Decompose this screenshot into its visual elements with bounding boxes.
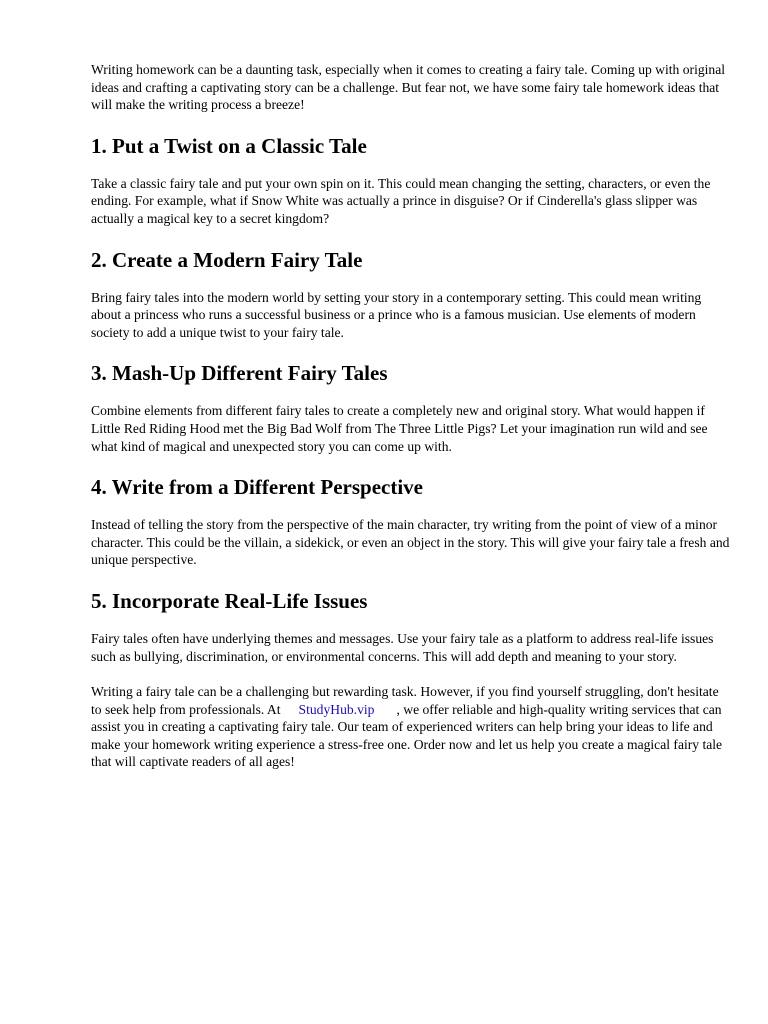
closing-paragraph [91, 683, 731, 771]
section-heading: 4. Write from a Different Perspective [91, 475, 423, 500]
closing-text-after-link: , we offer reliable and high-quality writing services that can assist you in creating a captivating fairy tale. Our team of experienced writers can help bring your ideas to life and make your homework writing experience a stress-free one. Order now and let us help you create a magical fairy tale that will captivate readers of all ages! [91, 701, 723, 770]
section-heading: 5. Incorporate Real-Life Issues [91, 588, 368, 613]
section-2 [91, 246, 731, 342]
section-heading: 3. Mash-Up Different Fairy Tales [91, 361, 388, 386]
section-body: Bring fairy tales into the modern world by setting your story in a contemporary setting. This could mean writing about a princess who runs a successful business or a prince who is a famous musician. Use elements of modern society to add a unique twist to your fairy tale. [91, 289, 702, 340]
studyhub-link[interactable]: StudyHub.vip [298, 701, 375, 717]
section-5 [91, 587, 731, 665]
section-3 [91, 359, 731, 455]
section-heading: 1. Put a Twist on a Classic Tale [91, 133, 367, 158]
section-body: Take a classic fairy tale and put your own spin on it. This could mean changing the setting, characters, or even the ending. For example, what if Snow White was actually a prince in disguise? Or if Cinderella's glass slipper was actually a magical key to a secret kingdom? [91, 175, 711, 226]
section-1 [91, 132, 731, 228]
section-heading: 2. Create a Modern Fairy Tale [91, 247, 363, 272]
closing-text-before-link: Writing a fairy tale can be a challenging but rewarding task. However, if you find yourself struggling, don't hesitate to seek help from professionals. At [91, 684, 719, 717]
section-4 [91, 473, 731, 569]
document-page [91, 61, 731, 771]
section-body: Instead of telling the story from the perspective of the main character, try writing from the point of view of a minor character. This could be the villain, a sidekick, or even an object in the story. This will give your fairy tale a fresh and unique perspective. [91, 517, 730, 568]
section-body: Fairy tales often have underlying themes and messages. Use your fairy tale as a platform to address real-life issues such as bullying, discrimination, or environmental concerns. This will add depth and meaning to your story. [91, 630, 714, 664]
intro-paragraph: Writing homework can be a daunting task, especially when it comes to creating a fairy tale. Coming up with original ideas and crafting a captivating story can be a challenge. But fear not, we have some fairy tale homework ideas that will make the writing process a breeze! [91, 62, 726, 113]
section-body: Combine elements from different fairy tales to create a completely new and original story. What would happen if Little Red Riding Hood met the Big Bad Wolf from The Three Little Pigs? Let your imagination run wild and see what kind of magical and unexpected story you can come up with. [91, 403, 708, 454]
